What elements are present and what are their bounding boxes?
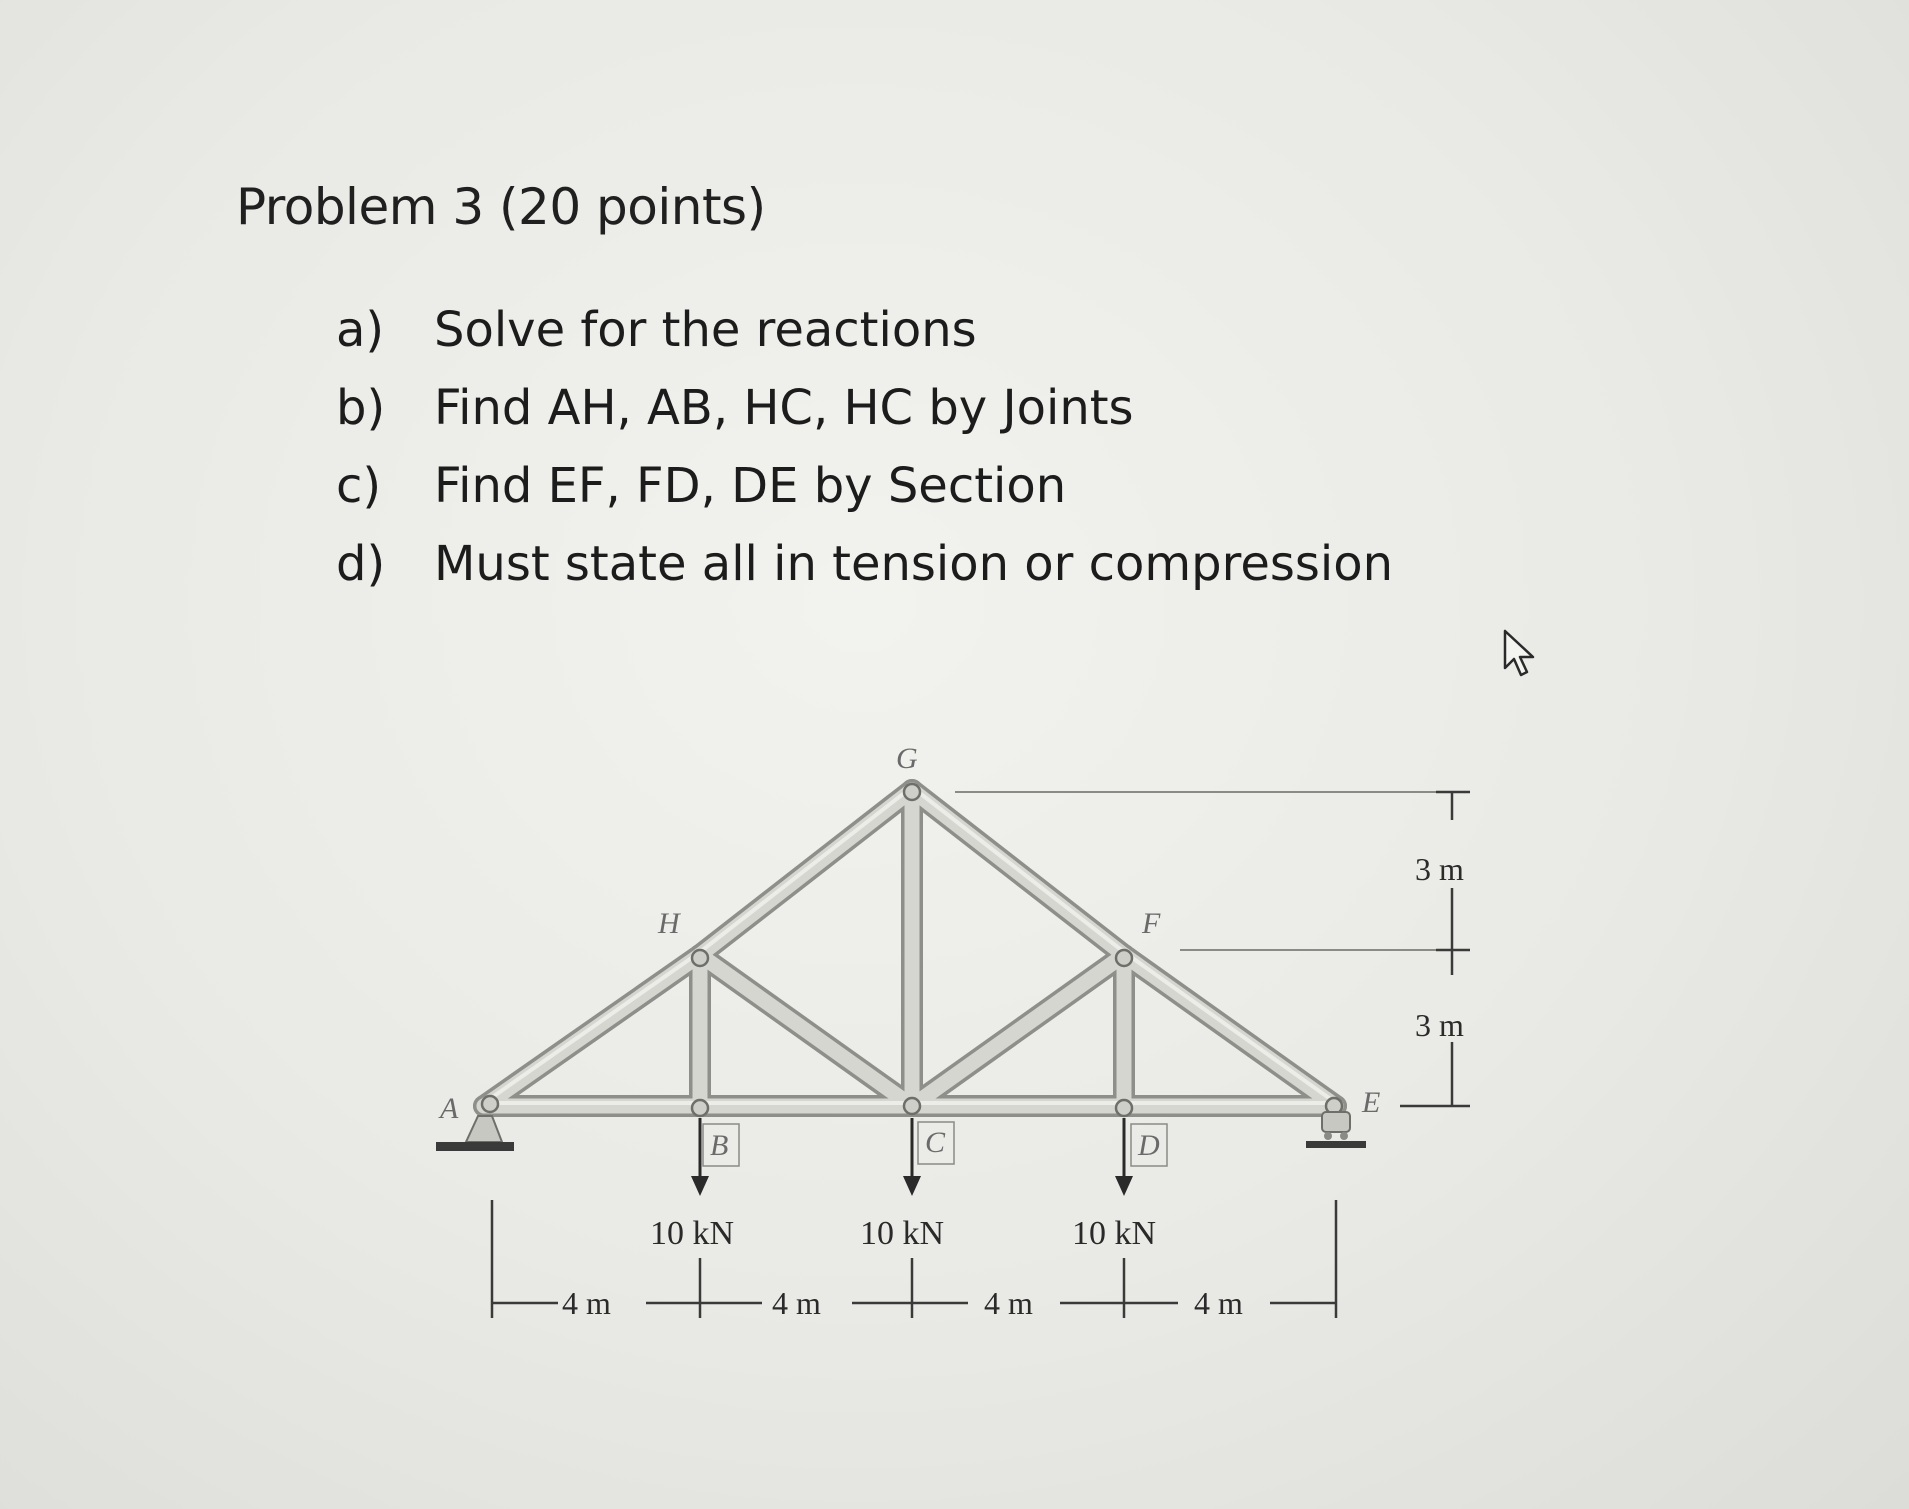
task-text: Must state all in tension or compression xyxy=(434,536,1393,592)
problem-title: Problem 3 (20 points) xyxy=(236,178,766,236)
pin-A xyxy=(482,1096,498,1112)
dim-label-CD: 4 m xyxy=(984,1285,1033,1321)
down-arrow-icon xyxy=(691,1118,709,1196)
task-tag: b) xyxy=(336,380,386,436)
joint-label-A: A xyxy=(440,1092,459,1125)
joint-label-H: H xyxy=(658,907,680,940)
dim-label-FE-height: 3 m xyxy=(1415,1007,1464,1043)
task-tag: c) xyxy=(336,458,382,514)
pin-B xyxy=(692,1100,708,1116)
task-tag: a) xyxy=(336,302,385,358)
task-text: Find EF, FD, DE by Section xyxy=(434,458,1067,514)
dim-label-AB: 4 m xyxy=(562,1285,611,1321)
task-tag: d) xyxy=(336,536,386,592)
task-text: Solve for the reactions xyxy=(434,302,977,358)
dim-label-DE: 4 m xyxy=(1194,1285,1243,1321)
joint-label-D: D xyxy=(1138,1129,1160,1162)
joint-label-E: E xyxy=(1362,1086,1381,1119)
dim-label-GF-height: 3 m xyxy=(1415,851,1464,887)
load-label-B: 10 kN xyxy=(650,1215,735,1252)
vertical-dimensions xyxy=(955,792,1470,1106)
load-label-D: 10 kN xyxy=(1072,1215,1157,1252)
pin-C xyxy=(904,1098,920,1114)
pin-F xyxy=(1116,950,1132,966)
joint-label-G: G xyxy=(896,742,918,775)
roller-support-icon xyxy=(1306,1112,1366,1148)
load-label-C: 10 kN xyxy=(860,1215,945,1252)
task-text: Find AH, AB, HC, HC by Joints xyxy=(434,380,1134,436)
pin-H xyxy=(692,950,708,966)
joint-label-F: F xyxy=(1142,907,1161,940)
pin-D xyxy=(1116,1100,1132,1116)
joint-label-B: B xyxy=(710,1129,729,1162)
load-arrows xyxy=(691,1118,1133,1196)
joint-label-C: C xyxy=(925,1126,946,1159)
truss-members xyxy=(484,787,1336,1106)
pin-G xyxy=(904,784,920,800)
dim-label-BC: 4 m xyxy=(772,1285,821,1321)
